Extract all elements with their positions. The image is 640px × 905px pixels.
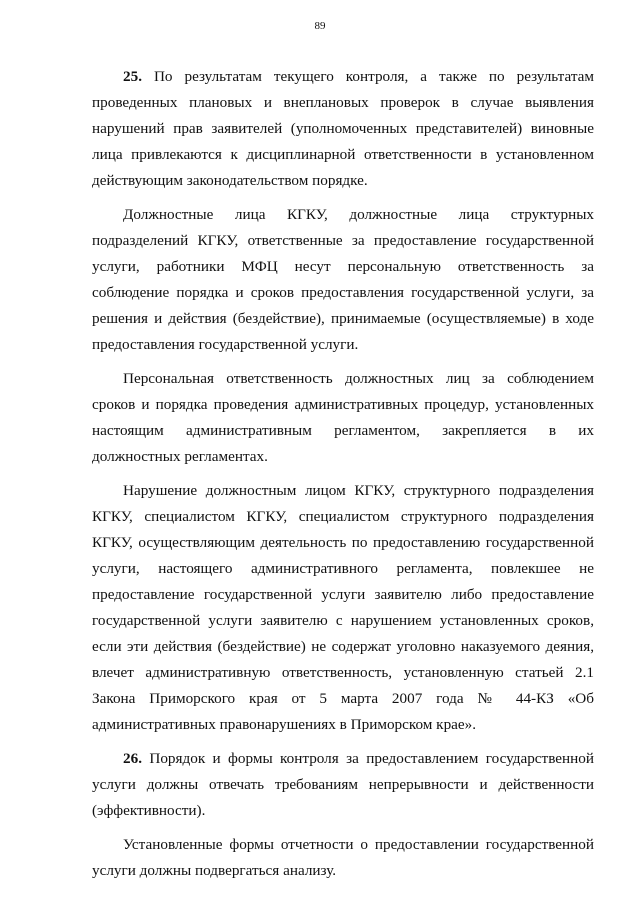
paragraph-personal-responsibility [92, 366, 594, 470]
paragraph-reporting-forms [92, 832, 594, 884]
paragraph-text: Установленные формы отчетности о предоставлении государственной услуги должны подвергаться анализу. [92, 836, 594, 879]
page-number: 89 [314, 20, 326, 32]
paragraph-text: Нарушение должностным лицом КГКУ, структурного подразделения КГКУ, специалистом КГКУ, специалистом структурного подразделения КГКУ, осуществляющим деятельность по предоставлению государственной услуги, настоящего административного регламента, повлекшее не предоставление государственной услуги заявителю либо предоставление государственной услуги заявителю с нарушением установленных сроков, если эти действия (бездействие) не содержат уголовно наказуемого деяния, влечет административную ответственность, установленную статьей 2.1 Закона Приморского края от 5 марта 2007 года № 44-КЗ «Об административных правонарушениях в Приморском крае». [92, 482, 594, 733]
paragraph-text: Персональная ответственность должностных лиц за соблюдением сроков и порядка проведения административных процедур, установленных настоящим административным регламентом, закрепляется в их должностных регламентах. [92, 370, 594, 465]
paragraph-26 [92, 746, 594, 824]
clause-number-25: 25. [123, 68, 142, 85]
clause-number-26: 26. [123, 750, 142, 767]
document-body [92, 64, 594, 892]
paragraph-responsibility-officials [92, 202, 594, 358]
paragraph-text: Порядок и формы контроля за предоставлением государственной услуги должны отвечать требованиям непрерывности и действенности (эффективности). [92, 750, 594, 819]
paragraph-text: По результатам текущего контроля, а также по результатам проведенных плановых и внеплановых проверок в случае выявления нарушений прав заявителей (уполномоченных представителей) виновные лица привлекаются к дисциплинарной ответственности в установленном действующим законодательством порядке. [92, 68, 594, 189]
paragraph-text: Должностные лица КГКУ, должностные лица структурных подразделений КГКУ, ответственные за предоставление государственной услуги, работники МФЦ несут персональную ответственность за соблюдение порядка и сроков предоставления государственной услуги, за решения и действия (бездействие), принимаемые (осуществляемые) в ходе предоставления государственной услуги. [92, 206, 594, 353]
paragraph-25 [92, 64, 594, 194]
paragraph-violation [92, 478, 594, 738]
